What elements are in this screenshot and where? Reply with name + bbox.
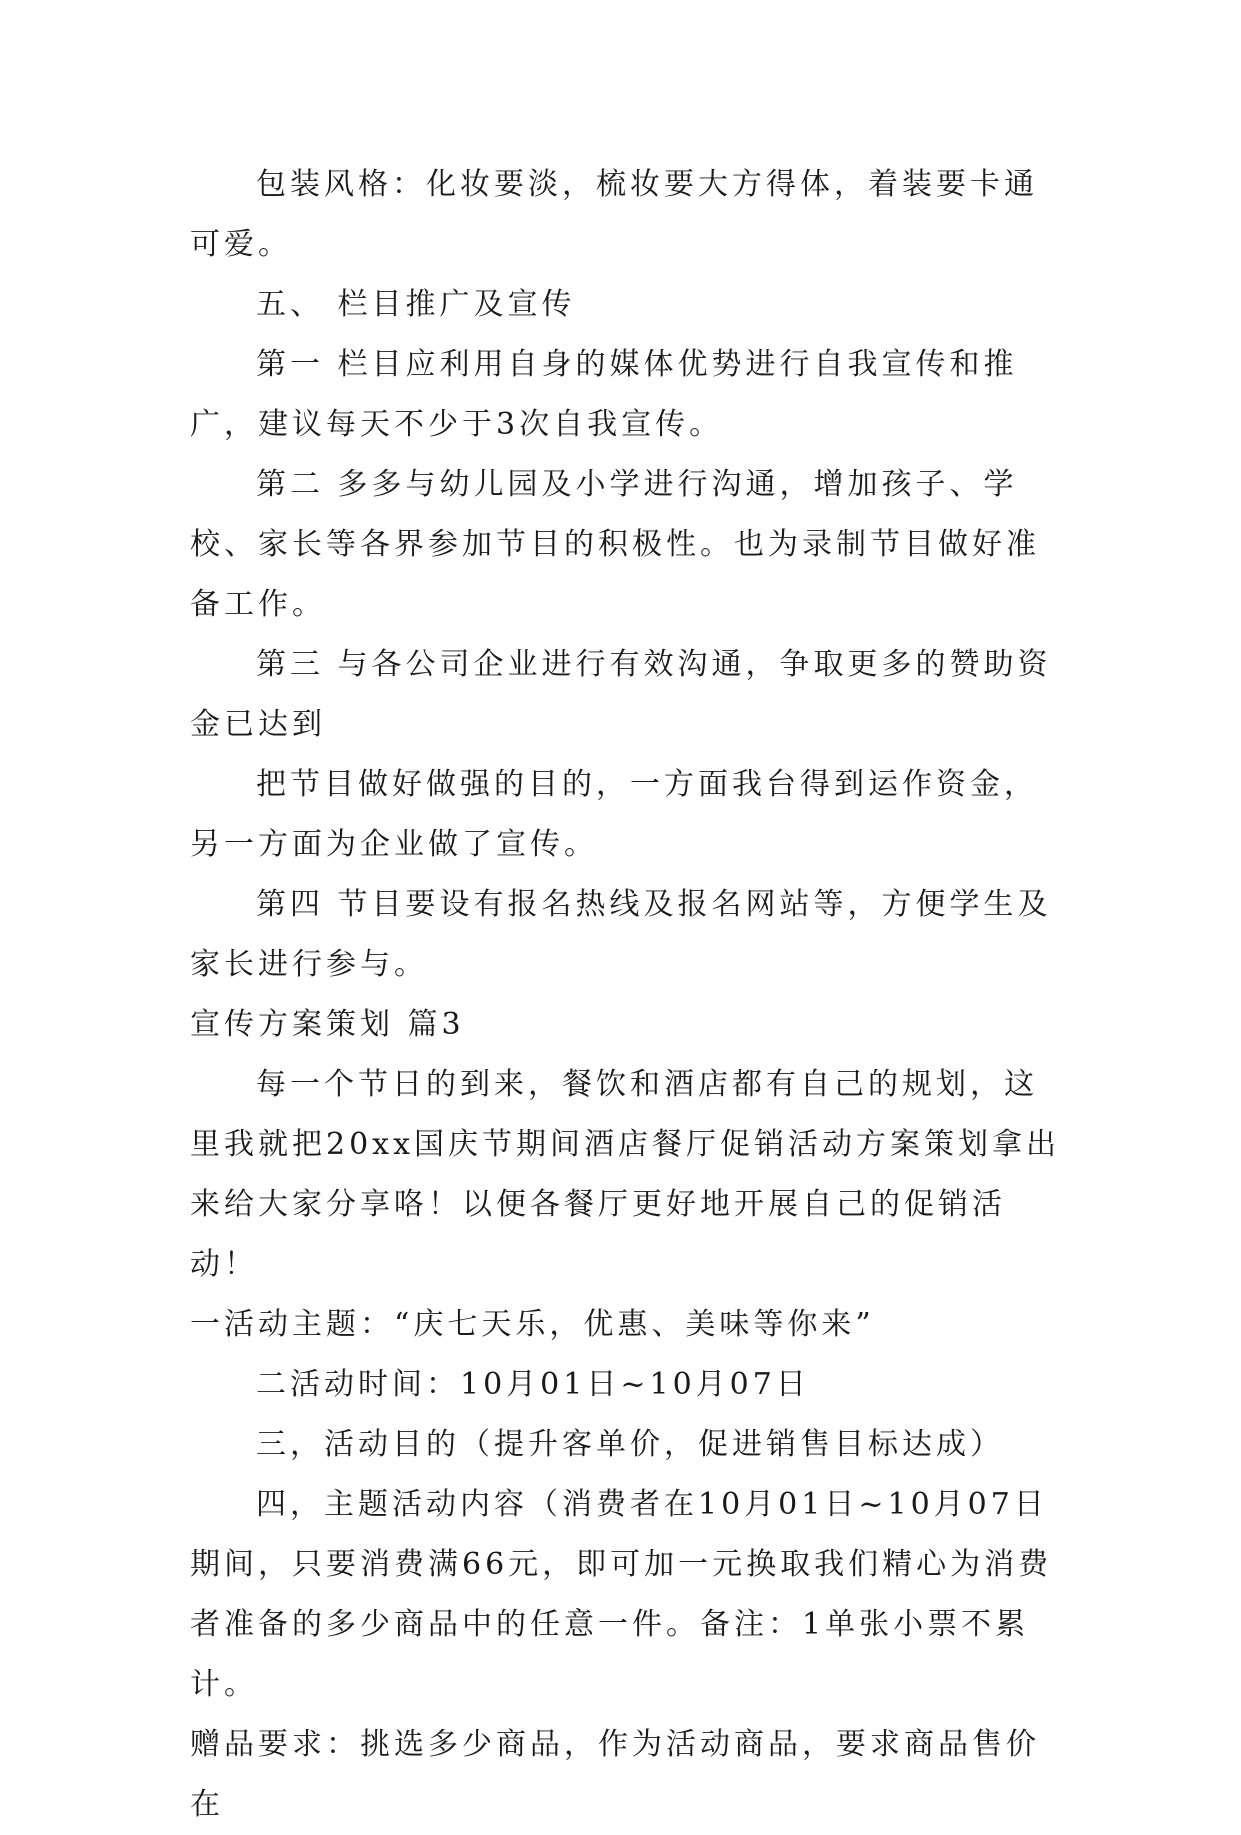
paragraph-point-two: 第二 多多与幼儿园及小学进行沟通，增加孩子、学校、家长等各界参加节目的积极性。也为录制节目做好准备工作。 [190,467,1040,622]
paragraph-goal: 三，活动目的（提升客单价，促进销售目标达成） [256,1427,1004,1462]
paragraph-point-one: 第一 栏目应利用自身的媒体优势进行自我宣传和推广，建议每天不少于3次自我宣传。 [190,347,1018,442]
paragraph-point-four: 第四 节目要设有报名热线及报名网站等，方便学生及家长进行参与。 [190,887,1052,982]
paragraph-intro: 每一个节日的到来，餐饮和酒店都有自己的规划，这里我就把20xx国庆节期间酒店餐厅促销活动方案策划拿出来给大家分享咯！以便各餐厅更好地开展自己的促销活动！ [190,1067,1061,1282]
paragraph-gift-requirement: 赠品要求：挑选多少商品，作为活动商品，要求商品售价在 [190,1727,1040,1822]
document-body [190,155,1070,1835]
paragraph-time: 二活动时间：10月01日~10月07日 [256,1367,810,1402]
paragraph-point-three-continued: 把节目做好做强的目的，一方面我台得到运作资金，另一方面为企业做了宣传。 [190,767,1038,862]
plan-title: 宣传方案策划 篇3 [190,1007,465,1042]
paragraph-packaging-style: 包装风格：化妆要淡，梳妆要大方得体，着装要卡通可爱。 [190,167,1038,262]
section-five-title: 五、 栏目推广及宣传 [256,287,576,322]
paragraph-theme: 一活动主题：“庆七天乐，优惠、美味等你来” [190,1307,875,1342]
paragraph-point-three: 第三 与各公司企业进行有效沟通，争取更多的赞助资金已达到 [190,647,1052,742]
paragraph-content: 四，主题活动内容（消费者在10月01日~10月07日期间，只要消费满66元，即可加一元换取我们精心为消费者准备的多少商品中的任意一件。备注：1单张小票不累计。 [190,1487,1053,1702]
